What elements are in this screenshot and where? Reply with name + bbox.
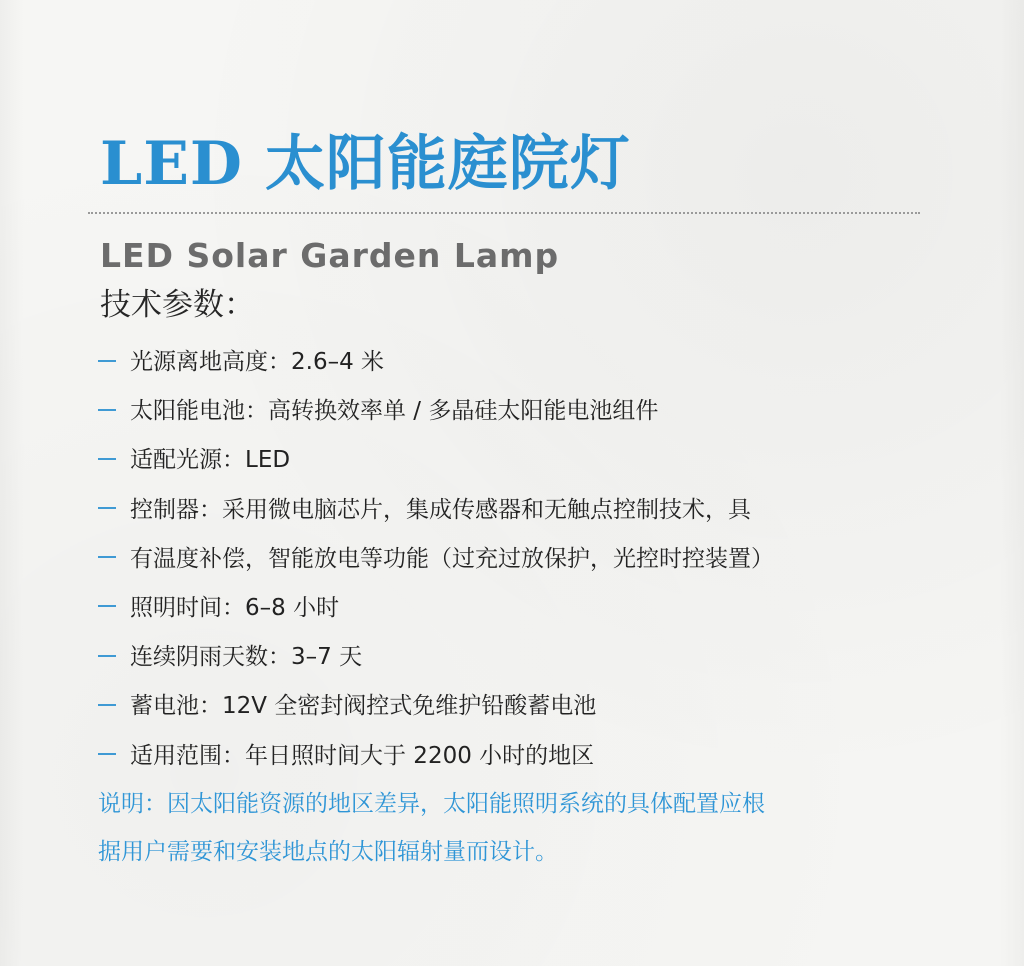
spec-text: 连续阴雨天数：3–7 天: [130, 644, 363, 671]
spec-text: 有温度补偿，智能放电等功能（过充过放保护，光控时控装置）: [130, 545, 774, 572]
note-line: 说明：因太阳能资源的地区差异，太阳能照明系统的具体配置应根: [98, 791, 765, 817]
dash-bullet-icon: [98, 409, 116, 411]
spec-item: [98, 535, 774, 584]
dash-bullet-icon: [98, 360, 116, 362]
spec-text: 照明时间：6–8 小时: [130, 594, 340, 621]
note-line: 据用户需要和安装地点的太阳辐射量而设计。: [98, 839, 558, 865]
dash-bullet-icon: [98, 753, 116, 755]
spec-item: [98, 436, 774, 485]
dash-bullet-icon: [98, 458, 116, 460]
spec-heading: 技术参数：: [100, 287, 255, 323]
spec-item: [98, 633, 774, 682]
dotted-divider: [88, 212, 920, 214]
dash-bullet-icon: [98, 605, 116, 607]
spec-item: [98, 338, 774, 387]
spec-item: [98, 486, 774, 535]
dash-bullet-icon: [98, 655, 116, 657]
spec-text: 蓄电池：12V 全密封阀控式免维护铅酸蓄电池: [130, 693, 597, 720]
spec-text: 适用范围：年日照时间大于 2200 小时的地区: [130, 742, 595, 769]
spec-text: 光源离地高度：2.6–4 米: [130, 349, 385, 375]
spec-text: 适配光源：LED: [130, 447, 291, 474]
document-subtitle: LED Solar Garden Lamp: [100, 236, 560, 275]
spec-item: [98, 682, 774, 731]
dash-bullet-icon: [98, 507, 116, 509]
document-title: LED 太阳能庭院灯: [100, 129, 631, 199]
spec-item: [98, 584, 774, 633]
spec-list: [98, 338, 774, 781]
note-paragraph: [98, 780, 928, 876]
dash-bullet-icon: [98, 704, 116, 706]
spec-item: [98, 387, 774, 436]
spec-text: 太阳能电池：高转换效率单 / 多晶硅太阳能电池组件: [130, 398, 659, 425]
dash-bullet-icon: [98, 556, 116, 558]
spec-item: [98, 732, 774, 781]
spec-text: 控制器：采用微电脑芯片，集成传感器和无触点控制技术，具: [130, 496, 751, 523]
